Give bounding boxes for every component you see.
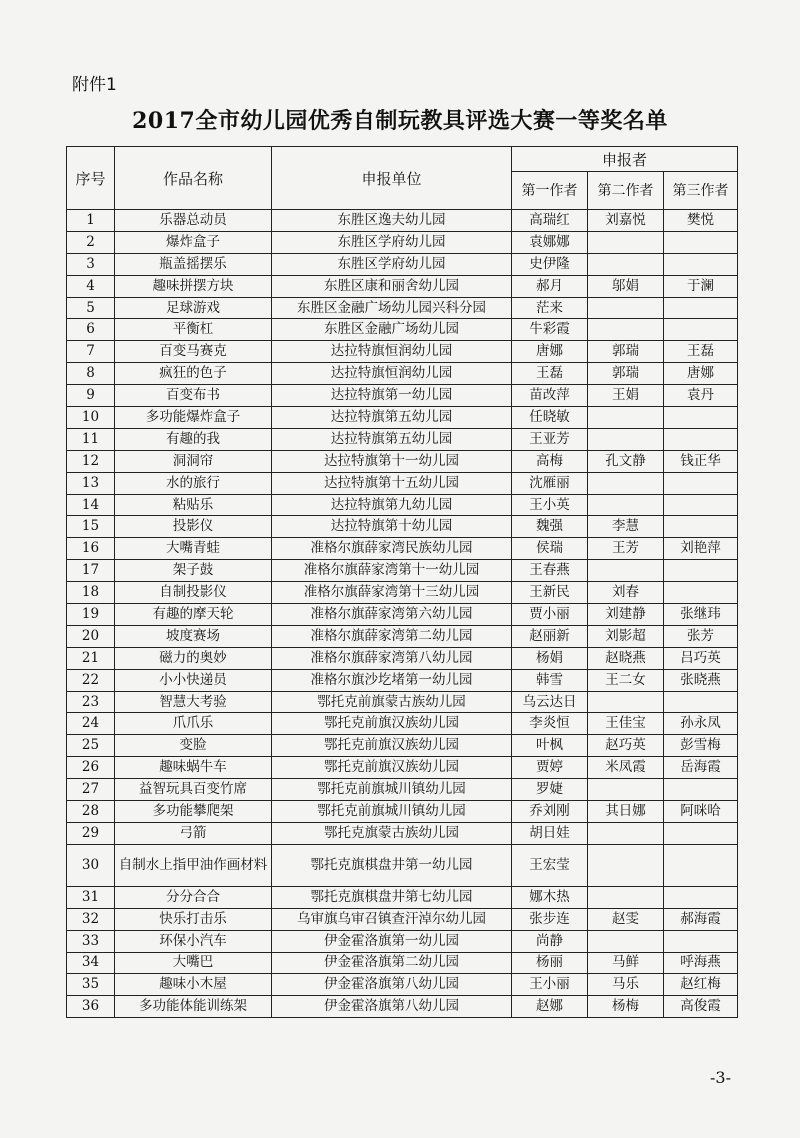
cell-author-1: 侯瑞 [512,538,588,560]
cell-seq: 5 [67,297,115,319]
cell-unit: 准格尔旗沙圪堵第一幼儿园 [272,669,512,691]
cell-unit: 达拉特旗第一幼儿园 [272,385,512,407]
cell-author-3: 张继玮 [664,604,738,626]
cell-author-1: 乔刘刚 [512,801,588,823]
cell-work-name: 有趣的摩天轮 [115,604,272,626]
cell-work-name: 架子鼓 [115,560,272,582]
table-row [67,472,738,494]
table-row [67,908,738,930]
cell-work-name: 多功能攀爬架 [115,801,272,823]
cell-seq: 8 [67,363,115,385]
cell-author-1: 王小丽 [512,974,588,996]
cell-seq: 10 [67,407,115,429]
cell-seq: 29 [67,822,115,844]
table-row [67,757,738,779]
table-row [67,450,738,472]
table-row [67,844,738,886]
cell-author-2: 赵晓燕 [588,647,664,669]
cell-author-3: 高俊霞 [664,996,738,1018]
cell-author-1: 杨丽 [512,952,588,974]
cell-author-3: 刘艳萍 [664,538,738,560]
cell-seq: 2 [67,231,115,253]
cell-seq: 13 [67,472,115,494]
cell-author-2 [588,494,664,516]
cell-author-1: 李炎恒 [512,713,588,735]
cell-author-1: 苗改萍 [512,385,588,407]
cell-work-name: 磁力的奥妙 [115,647,272,669]
cell-seq: 20 [67,625,115,647]
cell-author-3 [664,779,738,801]
cell-work-name: 疯狂的色子 [115,363,272,385]
cell-author-2: 米凤霞 [588,757,664,779]
table-row [67,647,738,669]
table-row [67,625,738,647]
cell-unit: 鄂托克前旗城川镇幼儿园 [272,779,512,801]
table-row [67,363,738,385]
table-row [67,691,738,713]
cell-author-2: 杨梅 [588,996,664,1018]
cell-author-2: 王娟 [588,385,664,407]
attachment-label: 附件1 [72,75,117,95]
cell-seq: 6 [67,319,115,341]
cell-author-1: 王小英 [512,494,588,516]
cell-unit: 东胜区逸夫幼儿园 [272,210,512,232]
cell-author-2: 刘春 [588,582,664,604]
cell-author-3 [664,822,738,844]
cell-unit: 东胜区学府幼儿园 [272,253,512,275]
cell-work-name: 快乐打击乐 [115,908,272,930]
cell-unit: 准格尔旗薛家湾第二幼儿园 [272,625,512,647]
cell-author-3: 张芳 [664,625,738,647]
cell-seq: 11 [67,428,115,450]
cell-author-3 [664,930,738,952]
cell-seq: 32 [67,908,115,930]
cell-work-name: 乐器总动员 [115,210,272,232]
cell-author-1: 王亚芳 [512,428,588,450]
table-row [67,604,738,626]
cell-author-1: 牛彩霞 [512,319,588,341]
cell-unit: 乌审旗乌审召镇查汗淖尔幼儿园 [272,908,512,930]
cell-author-2 [588,319,664,341]
cell-seq: 27 [67,779,115,801]
cell-seq: 4 [67,275,115,297]
cell-unit: 鄂托克旗蒙古族幼儿园 [272,822,512,844]
cell-author-3: 张晓燕 [664,669,738,691]
cell-author-3 [664,844,738,886]
cell-author-3: 王磊 [664,341,738,363]
cell-author-2 [588,930,664,952]
cell-author-1: 赵娜 [512,996,588,1018]
cell-author-3 [664,428,738,450]
table-row [67,974,738,996]
cell-author-1: 乌云达日 [512,691,588,713]
cell-author-3 [664,231,738,253]
cell-author-3: 樊悦 [664,210,738,232]
cell-unit: 准格尔旗薛家湾第十三幼儿园 [272,582,512,604]
award-table [66,146,738,1018]
cell-unit: 达拉特旗恒润幼儿园 [272,363,512,385]
cell-unit: 鄂托克前旗蒙古族幼儿园 [272,691,512,713]
cell-work-name: 平衡杠 [115,319,272,341]
cell-author-2: 郭瑞 [588,341,664,363]
cell-seq: 28 [67,801,115,823]
cell-unit: 达拉特旗第十一幼儿园 [272,450,512,472]
table-row [67,385,738,407]
table-row [67,669,738,691]
table-row [67,210,738,232]
cell-work-name: 足球游戏 [115,297,272,319]
cell-author-1: 赵丽新 [512,625,588,647]
cell-author-2: 李慧 [588,516,664,538]
cell-seq: 34 [67,952,115,974]
cell-seq: 7 [67,341,115,363]
cell-author-2: 刘嘉悦 [588,210,664,232]
cell-author-2 [588,231,664,253]
cell-seq: 23 [67,691,115,713]
cell-author-3: 袁丹 [664,385,738,407]
cell-seq: 35 [67,974,115,996]
cell-author-3 [664,407,738,429]
table-row [67,319,738,341]
cell-author-2 [588,297,664,319]
cell-author-1: 王磊 [512,363,588,385]
cell-author-2: 赵巧英 [588,735,664,757]
cell-author-1: 罗婕 [512,779,588,801]
cell-work-name: 趣味小木屋 [115,974,272,996]
cell-author-1: 郝月 [512,275,588,297]
table-row [67,231,738,253]
cell-author-1: 高瑞红 [512,210,588,232]
page-number: -3- [710,1068,731,1087]
cell-author-2 [588,253,664,275]
table-row [67,822,738,844]
cell-author-2: 孔文静 [588,450,664,472]
cell-seq: 33 [67,930,115,952]
cell-author-3 [664,297,738,319]
cell-unit: 准格尔旗薛家湾第十一幼儿园 [272,560,512,582]
cell-author-2 [588,691,664,713]
cell-work-name: 自制投影仪 [115,582,272,604]
cell-author-2: 王二女 [588,669,664,691]
cell-unit: 伊金霍洛旗第二幼儿园 [272,952,512,974]
cell-seq: 15 [67,516,115,538]
cell-work-name: 分分合合 [115,886,272,908]
cell-work-name: 多功能爆炸盒子 [115,407,272,429]
cell-seq: 36 [67,996,115,1018]
cell-author-2: 其日娜 [588,801,664,823]
cell-unit: 鄂托克前旗城川镇幼儿园 [272,801,512,823]
cell-author-3: 赵红梅 [664,974,738,996]
table-row [67,582,738,604]
table-row [67,516,738,538]
cell-author-1: 沈雁丽 [512,472,588,494]
cell-work-name: 洞洞帘 [115,450,272,472]
cell-author-2 [588,472,664,494]
cell-work-name: 小小快递员 [115,669,272,691]
cell-work-name: 百变马赛克 [115,341,272,363]
cell-author-2 [588,886,664,908]
cell-author-2: 刘影超 [588,625,664,647]
cell-author-1: 王宏莹 [512,844,588,886]
cell-work-name: 益智玩具百变竹席 [115,779,272,801]
cell-work-name: 爪爪乐 [115,713,272,735]
cell-work-name: 坡度赛场 [115,625,272,647]
cell-seq: 19 [67,604,115,626]
cell-unit: 达拉特旗第十幼儿园 [272,516,512,538]
table-row [67,886,738,908]
cell-unit: 准格尔旗薛家湾第八幼儿园 [272,647,512,669]
cell-author-3: 于澜 [664,275,738,297]
cell-author-3: 唐娜 [664,363,738,385]
cell-author-1: 史伊隆 [512,253,588,275]
cell-author-1: 娜木热 [512,886,588,908]
cell-author-2: 王芳 [588,538,664,560]
cell-seq: 25 [67,735,115,757]
table-row [67,428,738,450]
cell-seq: 3 [67,253,115,275]
cell-seq: 17 [67,560,115,582]
cell-author-2 [588,407,664,429]
cell-unit: 达拉特旗第五幼儿园 [272,428,512,450]
cell-author-3 [664,886,738,908]
cell-author-2 [588,428,664,450]
cell-work-name: 多功能体能训练架 [115,996,272,1018]
cell-author-2: 王佳宝 [588,713,664,735]
cell-seq: 21 [67,647,115,669]
cell-unit: 伊金霍洛旗第一幼儿园 [272,930,512,952]
cell-author-1: 尚静 [512,930,588,952]
cell-author-2: 郭瑞 [588,363,664,385]
cell-unit: 东胜区金融广场幼儿园兴科分园 [272,297,512,319]
header-unit: 申报单位 [272,147,512,210]
cell-work-name: 粘贴乐 [115,494,272,516]
cell-seq: 9 [67,385,115,407]
cell-author-3 [664,691,738,713]
cell-work-name: 弓箭 [115,822,272,844]
cell-author-2 [588,560,664,582]
cell-author-1: 袁娜娜 [512,231,588,253]
cell-seq: 31 [67,886,115,908]
cell-author-1: 张步连 [512,908,588,930]
cell-author-3 [664,253,738,275]
cell-author-1: 唐娜 [512,341,588,363]
cell-author-3: 钱正华 [664,450,738,472]
cell-author-2: 赵雯 [588,908,664,930]
table-row [67,341,738,363]
cell-author-2: 邬娟 [588,275,664,297]
cell-work-name: 自制水上指甲油作画材料 [115,844,272,886]
cell-author-2: 马鲜 [588,952,664,974]
cell-author-1: 贾小丽 [512,604,588,626]
cell-seq: 12 [67,450,115,472]
header-seq: 序号 [67,147,115,210]
table-row [67,494,738,516]
cell-work-name: 趣味拼摆方块 [115,275,272,297]
cell-author-1: 茫来 [512,297,588,319]
cell-seq: 30 [67,844,115,886]
cell-unit: 伊金霍洛旗第八幼儿园 [272,996,512,1018]
table-row [67,779,738,801]
cell-author-1: 王新民 [512,582,588,604]
table-row [67,538,738,560]
cell-author-3: 郝海霞 [664,908,738,930]
cell-author-2 [588,822,664,844]
cell-unit: 准格尔旗薛家湾民族幼儿园 [272,538,512,560]
cell-author-3: 岳海霞 [664,757,738,779]
cell-seq: 24 [67,713,115,735]
cell-seq: 22 [67,669,115,691]
cell-unit: 鄂托克前旗汉族幼儿园 [272,735,512,757]
table-body [67,210,738,1018]
table-row [67,297,738,319]
cell-work-name: 爆炸盒子 [115,231,272,253]
cell-author-1: 任晓敏 [512,407,588,429]
cell-author-3: 孙永凤 [664,713,738,735]
cell-unit: 准格尔旗薛家湾第六幼儿园 [272,604,512,626]
cell-work-name: 投影仪 [115,516,272,538]
cell-author-3 [664,582,738,604]
cell-author-1: 叶枫 [512,735,588,757]
table-row [67,735,738,757]
cell-seq: 26 [67,757,115,779]
cell-work-name: 水的旅行 [115,472,272,494]
table-row [67,952,738,974]
cell-work-name: 大嘴青蛙 [115,538,272,560]
cell-work-name: 环保小汽车 [115,930,272,952]
cell-unit: 鄂托克前旗汉族幼儿园 [272,757,512,779]
cell-author-1: 王春燕 [512,560,588,582]
header-author-2: 第二作者 [588,172,664,210]
cell-author-1: 韩雪 [512,669,588,691]
header-author-3: 第三作者 [664,172,738,210]
cell-author-3: 吕巧英 [664,647,738,669]
cell-work-name: 有趣的我 [115,428,272,450]
cell-unit: 东胜区学府幼儿园 [272,231,512,253]
cell-author-3: 彭雪梅 [664,735,738,757]
cell-author-2: 马乐 [588,974,664,996]
cell-unit: 东胜区康和丽舍幼儿园 [272,275,512,297]
cell-work-name: 变脸 [115,735,272,757]
cell-unit: 鄂托克旗棋盘井第七幼儿园 [272,886,512,908]
cell-seq: 1 [67,210,115,232]
table-row [67,253,738,275]
cell-author-1: 高梅 [512,450,588,472]
cell-author-1: 杨娟 [512,647,588,669]
cell-author-2 [588,844,664,886]
table-row [67,713,738,735]
cell-unit: 达拉特旗第十五幼儿园 [272,472,512,494]
cell-seq: 14 [67,494,115,516]
cell-author-3 [664,516,738,538]
cell-author-3 [664,560,738,582]
cell-unit: 达拉特旗第五幼儿园 [272,407,512,429]
table-row [67,801,738,823]
cell-author-1: 胡日娃 [512,822,588,844]
cell-unit: 达拉特旗恒润幼儿园 [272,341,512,363]
cell-seq: 16 [67,538,115,560]
table-row [67,407,738,429]
cell-seq: 18 [67,582,115,604]
cell-author-1: 贾婷 [512,757,588,779]
header-work: 作品名称 [115,147,272,210]
cell-author-2: 刘建静 [588,604,664,626]
cell-unit: 鄂托克旗棋盘井第一幼儿园 [272,844,512,886]
cell-author-3: 呼海燕 [664,952,738,974]
page-title: 2017全市幼儿园优秀自制玩教具评选大赛一等奖名单 [132,108,668,134]
cell-work-name: 瓶盖摇摆乐 [115,253,272,275]
cell-work-name: 百变布书 [115,385,272,407]
cell-unit: 鄂托克前旗汉族幼儿园 [272,713,512,735]
cell-work-name: 大嘴巴 [115,952,272,974]
header-applicants: 申报者 [512,147,738,172]
table-row [67,275,738,297]
cell-unit: 达拉特旗第九幼儿园 [272,494,512,516]
cell-author-3 [664,472,738,494]
cell-author-1: 魏强 [512,516,588,538]
cell-author-2 [588,779,664,801]
cell-unit: 东胜区金融广场幼儿园 [272,319,512,341]
cell-author-3: 阿咪哈 [664,801,738,823]
table-row [67,996,738,1018]
cell-work-name: 趣味蜗牛车 [115,757,272,779]
table-row [67,560,738,582]
header-author-1: 第一作者 [512,172,588,210]
cell-work-name: 智慧大考验 [115,691,272,713]
cell-author-3 [664,319,738,341]
cell-unit: 伊金霍洛旗第八幼儿园 [272,974,512,996]
table-row [67,930,738,952]
cell-author-3 [664,494,738,516]
